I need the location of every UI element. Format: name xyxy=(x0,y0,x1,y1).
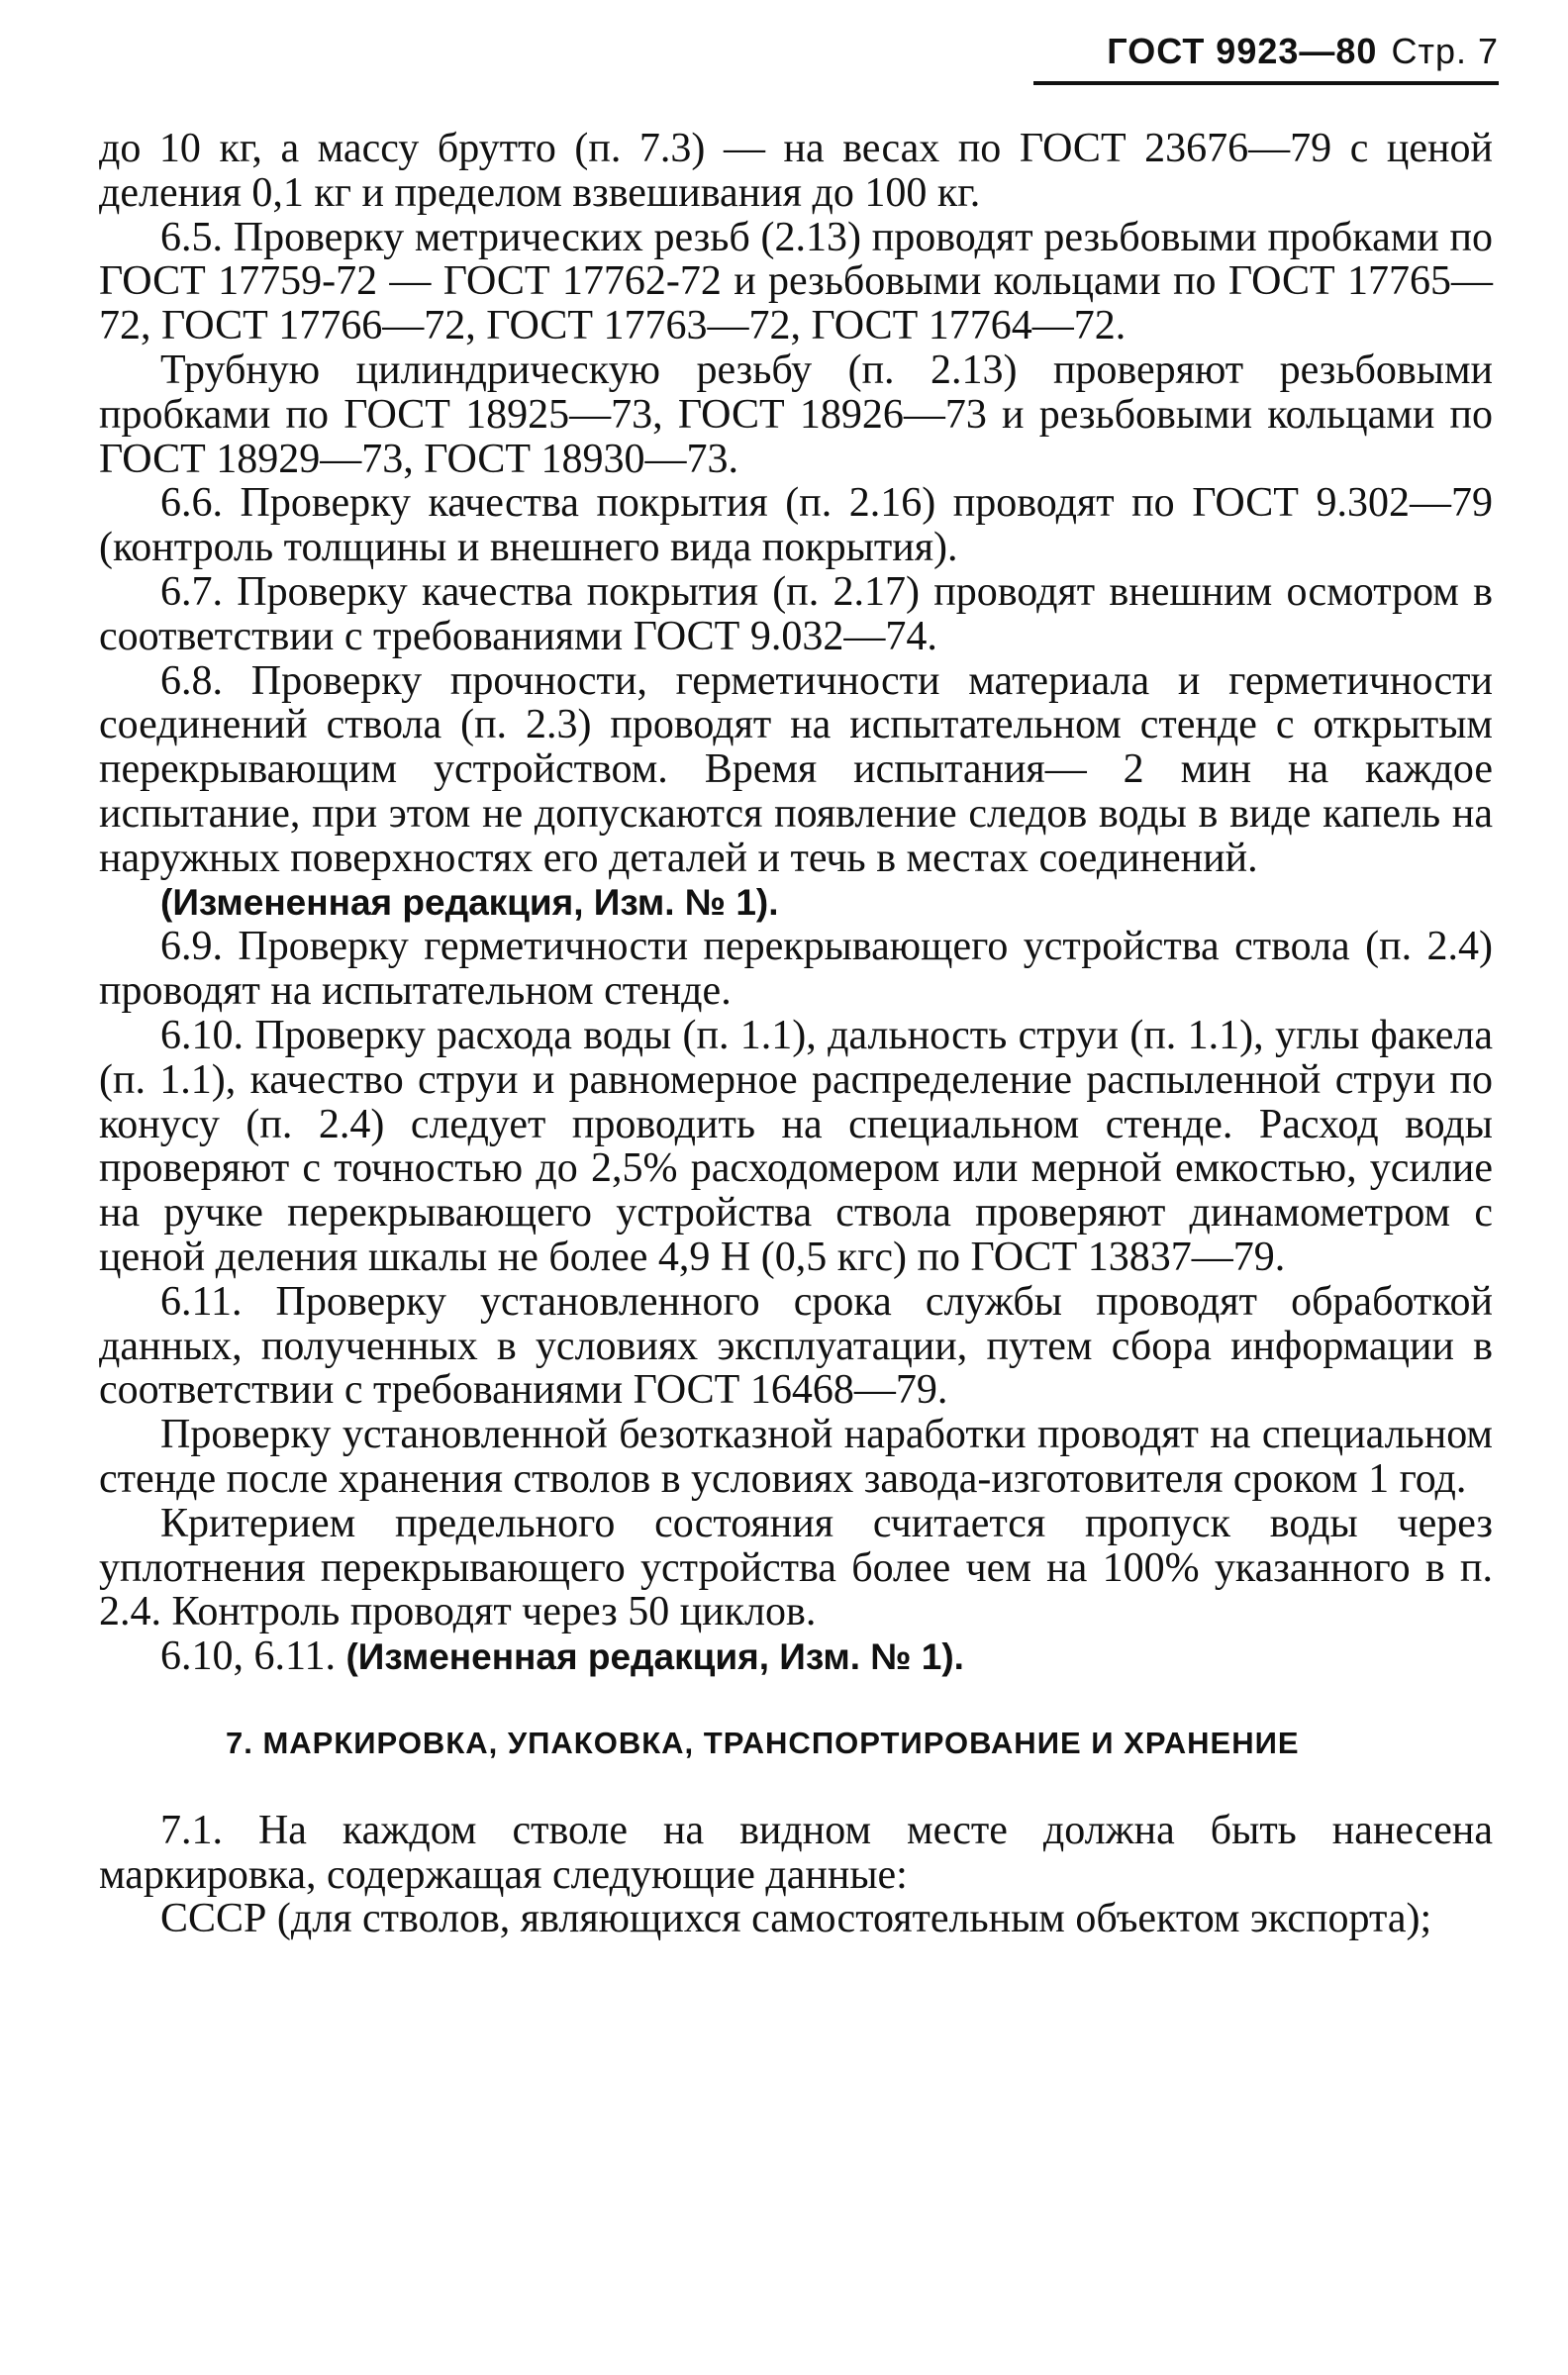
standard-number: ГОСТ 9923—80 xyxy=(1107,31,1378,71)
paragraph-continuation: до 10 кг, а массу брутто (п. 7.3) — на весах по ГОСТ 23676—79 с ценой деления 0,1 кг и пределом взвешивания до 100 кг. xyxy=(99,126,1493,216)
amendment-ref: 6.10, 6.11. xyxy=(160,1633,346,1680)
paragraph-6-5: 6.5. Проверку метрических резьб (2.13) проводят резьбовыми пробками по ГОСТ 17759-72 — ГОСТ 17762-72 и резьбовыми кольцами по ГОСТ 17765—72, ГОСТ 17766—72, ГОСТ 17763—72, ГОСТ 17764—72. xyxy=(99,214,1493,349)
paragraph-6-6: 6.6. Проверку качества покрытия (п. 2.16) проводят по ГОСТ 9.302—79 (контроль толщины и внешнего вида покрытия). xyxy=(99,480,1493,571)
paragraph-reliability: Проверку установленной безотказной наработки проводят на специальном стенде после хранения стволов в условиях завода-изготовителя сроком 1 год. xyxy=(99,1412,1493,1502)
amendment-note-bold: (Измененная редакция, Изм. № 1). xyxy=(345,1636,964,1678)
paragraph-6-11: 6.11. Проверку установленного срока службы проводят обработкой данных, полученных в условиях эксплуатации, путем сбора информации в соответствии с требованиями ГОСТ 16468—79. xyxy=(99,1278,1493,1414)
paragraph-ussr-marking: СССР (для стволов, являющихся самостоятельным объектом экспорта); xyxy=(160,1896,1432,1942)
paragraph-7-1: 7.1. На каждом стволе на видном месте должна быть нанесена маркировка, содержащая следующие данные: xyxy=(99,1807,1493,1898)
section-title-7: 7. МАРКИРОВКА, УПАКОВКА, ТРАНСПОРТИРОВАНИЕ И ХРАНЕНИЕ xyxy=(226,1725,1300,1760)
amendment-note-6-10-6-11 xyxy=(99,1634,1493,1680)
page-header xyxy=(1033,30,1499,85)
paragraph-6-9: 6.9. Проверку герметичности перекрывающего устройства ствола (п. 2.4) проводят на испытательном стенде. xyxy=(99,924,1493,1015)
body-text xyxy=(99,127,1493,1941)
page-number: Стр. 7 xyxy=(1391,31,1499,71)
paragraph-6-10: 6.10. Проверку расхода воды (п. 1.1), дальность струи (п. 1.1), углы факела (п. 1.1), качество струи и равномерное распределение распыленной струи по конусу (п. 2.4) следует проводить на специальном стенде. Расход воды проверяют с точностью до 2,5% расходомером или мерной емкостью, усилие на ручке перекрывающего устройства ствола проверяют динамометром с ценой деления шкалы не более 4,9 Н (0,5 кгс) по ГОСТ 13837—79. xyxy=(99,1012,1493,1280)
paragraph-6-7: 6.7. Проверку качества покрытия (п. 2.17) проводят внешним осмотром в соответствии с требованиями ГОСТ 9.032—74. xyxy=(99,568,1493,659)
paragraph-pipe-thread: Трубную цилиндрическую резьбу (п. 2.13) проверяют резьбовыми пробками по ГОСТ 18925—73, ГОСТ 18926—73 и резьбовыми кольцами по ГОСТ 18929—73, ГОСТ 18930—73. xyxy=(99,346,1493,482)
paragraph-6-8: 6.8. Проверку прочности, герметичности материала и герметичности соединений ствола (п. 2.3) проводят на испытательном стенде с открытым перекрывающим устройством. Время испытания— 2 мин на каждое испытание, при этом не допускаются появление следов воды в виде капель на наружных поверхностях его деталей и течь в местах соединений. xyxy=(99,657,1493,881)
amendment-note: (Измененная редакция, Изм. № 1). xyxy=(160,881,779,923)
paragraph-limit-state: Критерием предельного состояния считается пропуск воды через уплотнения перекрывающего устройства более чем на 100% указанного в п. 2.4. Контроль проводят через 50 циклов. xyxy=(99,1500,1493,1635)
